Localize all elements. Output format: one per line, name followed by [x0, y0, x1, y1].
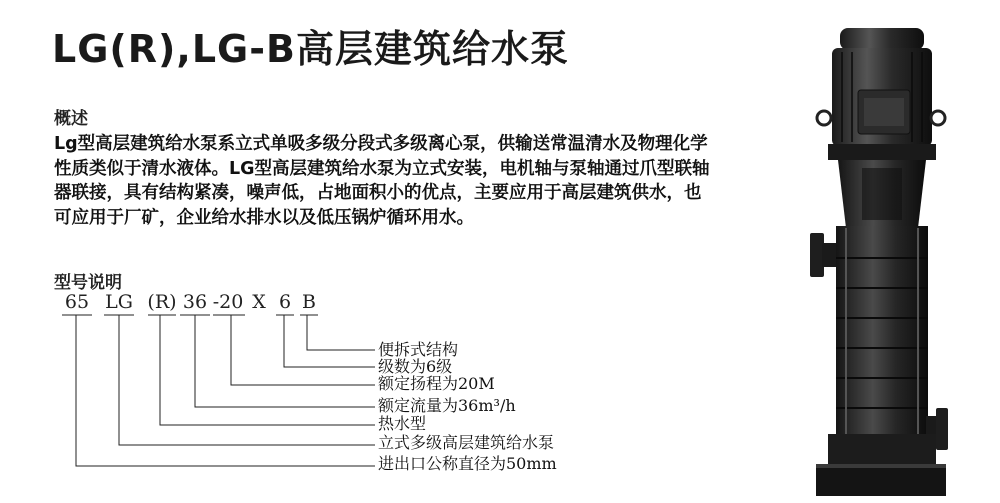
legend-item: 便拆式结构 — [378, 340, 459, 359]
code-segment-flow: 36 — [182, 291, 208, 313]
vertical-multistage-pump-illustration — [798, 28, 948, 498]
overview-line: Lg型高层建筑给水泵系立式单吸多级分段式多级离心泵，供输送常温清水及物理化学 — [54, 134, 708, 154]
code-segment-head: -20 — [212, 291, 244, 313]
code-segment-structure: B — [302, 291, 316, 313]
model-heading: 型号说明 — [54, 273, 122, 293]
legend-item: 立式多级高层建筑给水泵 — [378, 433, 555, 452]
legend-item: 额定流量为36m³/h — [378, 396, 516, 415]
legend-item: 热水型 — [378, 414, 427, 433]
page-title: LG(R),LG-B高层建筑给水泵 — [52, 27, 569, 71]
overview-line: 可应用于厂矿，企业给水排水以及低压锅炉循环用水。 — [54, 207, 474, 228]
overview-line: 器联接，具有结构紧凑，噪声低，占地面积小的优点，主要应用于高层建筑供水，也 — [54, 183, 702, 203]
code-segment-diameter: 65 — [64, 291, 90, 313]
legend-item: 进出口公称直径为50mm — [378, 454, 557, 473]
overview-line: 性质类似于清水液体。LG型高层建筑给水泵为立式安装，电机轴与泵轴通过爪型联轴 — [54, 158, 710, 179]
code-segment-separator: X — [252, 291, 266, 313]
code-segment-hot-water: (R) — [147, 291, 177, 313]
legend-item: 额定扬程为20M — [378, 374, 495, 393]
overview-heading: 概述 — [54, 109, 88, 129]
legend-item: 级数为6级 — [378, 357, 453, 376]
code-segment-stages: 6 — [278, 291, 292, 313]
code-segment-series: LG — [105, 291, 133, 313]
